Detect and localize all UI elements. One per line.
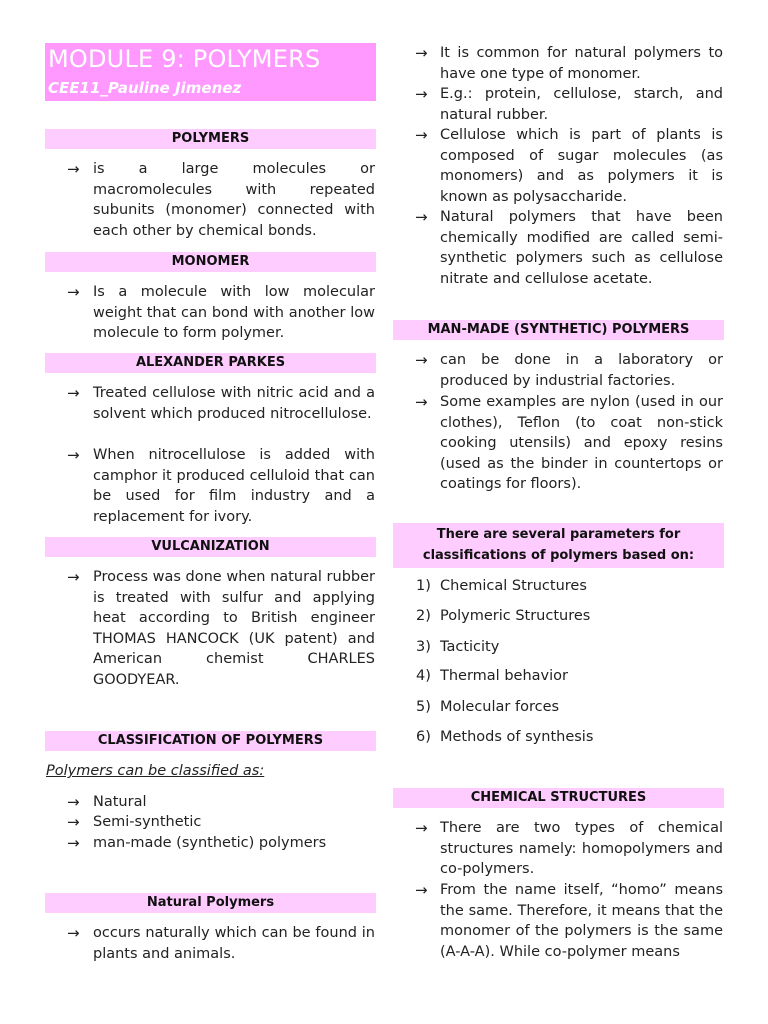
param-num-4: 4) bbox=[416, 668, 431, 684]
arrow-icon: → bbox=[67, 283, 80, 301]
arrow-icon: → bbox=[415, 208, 428, 226]
heading-parameters-line1: There are several parameters for bbox=[436, 527, 681, 542]
heading-alexander-parkes: ALEXANDER PARKES bbox=[45, 353, 376, 373]
page-title: MODULE 9: POLYMERS bbox=[48, 45, 321, 73]
heading-parameters-line2: classifications of polymers based on: bbox=[422, 548, 695, 563]
arrow-icon: → bbox=[67, 160, 80, 178]
heading-parameters bbox=[393, 523, 724, 568]
param-num-6: 6) bbox=[416, 729, 431, 745]
arrow-icon: → bbox=[415, 44, 428, 62]
param-item-2: Polymeric Structures bbox=[440, 608, 591, 624]
arrow-icon: → bbox=[67, 834, 80, 852]
title-box bbox=[45, 43, 376, 101]
param-num-1: 1) bbox=[416, 578, 431, 594]
heading-monomer: MONOMER bbox=[45, 252, 376, 272]
arrow-icon: → bbox=[415, 351, 428, 369]
param-num-2: 2) bbox=[416, 608, 431, 624]
arrow-icon: → bbox=[67, 384, 80, 402]
classification-intro: Polymers can be classified as: bbox=[46, 763, 265, 779]
heading-vulcanization: VULCANIZATION bbox=[45, 537, 376, 557]
page-subtitle: CEE11_Pauline Jimenez bbox=[48, 79, 242, 97]
arrow-icon: → bbox=[415, 393, 428, 411]
heading-chemical-structures: CHEMICAL STRUCTURES bbox=[393, 788, 724, 808]
heading-polymers: POLYMERS bbox=[45, 129, 376, 149]
arrow-icon: → bbox=[67, 813, 80, 831]
arrow-icon: → bbox=[67, 568, 80, 586]
arrow-icon: → bbox=[415, 85, 428, 103]
arrow-icon: → bbox=[415, 126, 428, 144]
param-num-3: 3) bbox=[416, 639, 431, 655]
heading-natural-polymers: Natural Polymers bbox=[45, 893, 376, 913]
heading-synthetic-polymers: MAN-MADE (SYNTHETIC) POLYMERS bbox=[393, 320, 724, 340]
param-item-5: Molecular forces bbox=[440, 699, 560, 715]
heading-classification: CLASSIFICATION OF POLYMERS bbox=[45, 731, 376, 751]
param-item-6: Methods of synthesis bbox=[440, 729, 594, 745]
arrow-icon: → bbox=[415, 819, 428, 837]
param-item-1: Chemical Structures bbox=[440, 578, 587, 594]
param-num-5: 5) bbox=[416, 699, 431, 715]
arrow-icon: → bbox=[67, 446, 80, 464]
param-item-4: Thermal behavior bbox=[440, 668, 568, 684]
arrow-icon: → bbox=[67, 793, 80, 811]
param-item-3: Tacticity bbox=[440, 639, 500, 655]
arrow-icon: → bbox=[67, 924, 80, 942]
arrow-icon: → bbox=[415, 881, 428, 899]
